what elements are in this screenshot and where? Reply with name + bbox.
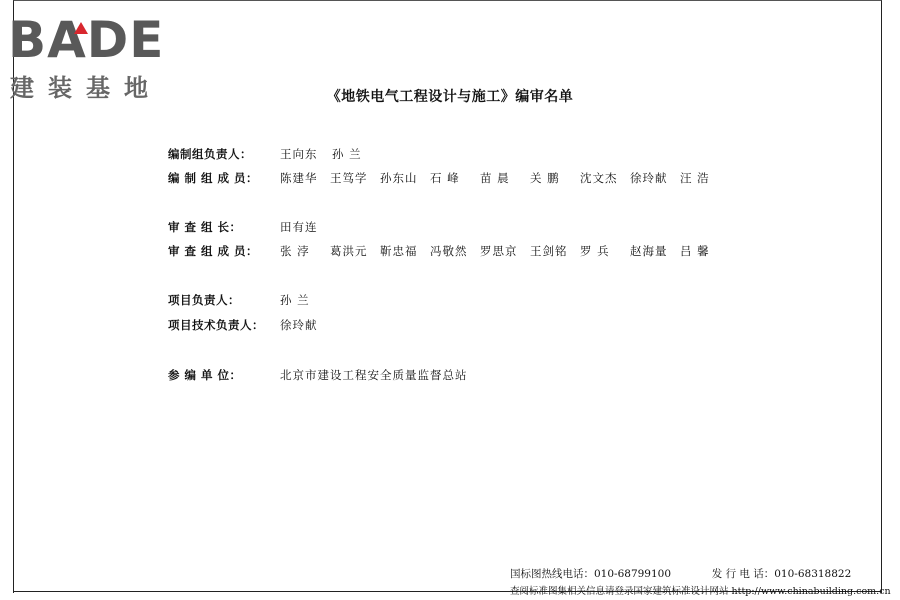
name: 张 浡 [280,244,310,258]
label-participating-unit: 参 编 单 位： [168,368,242,382]
name: 王向东 [280,147,318,161]
logo-brand-text: BADE [8,11,165,69]
unit-name: 北京市建设工程安全质量监督总站 [280,368,468,382]
name: 冯敬然 [430,244,468,258]
names-participating-unit [280,367,468,383]
label-editor-lead: 编制组负责人： [168,147,252,161]
label-tech-lead: 项目技术负责人： [168,318,264,332]
name: 罗 兵 [580,244,610,258]
footer-website-note: 查阅标准图集相关信息请登录国家建筑标准设计网站 http://www.chinabuilding.com.cn [510,586,891,597]
name: 孙东山 [380,171,418,185]
names-editor-members [280,170,730,186]
label-review-lead: 审 查 组 长： [168,220,242,234]
name: 孙 兰 [280,293,310,307]
name: 石 峰 [430,171,460,185]
label-review-members: 审 查 组 成 员： [168,244,259,258]
document-title: 《地铁电气工程设计与施工》编审名单 [326,89,574,105]
names-editor-lead [280,146,384,162]
name: 徐玲献 [280,318,318,332]
name: 靳忠福 [380,244,418,258]
distribution-phone-text: 发 行 电 话：010-68318822 [711,568,852,580]
name: 陈建华 [280,171,318,185]
hotline-text: 国标图热线电话：010-68799100 [510,568,672,580]
name: 关 鹏 [530,171,560,185]
label-project-lead: 项目负责人： [168,293,240,307]
name: 罗思京 [480,244,518,258]
logo-subtitle: 建装基地 [10,74,162,102]
name: 葛洪元 [330,244,368,258]
name: 吕 馨 [680,244,710,258]
names-review-members [280,243,730,259]
name: 孙 兰 [332,147,362,161]
name: 汪 浩 [680,171,710,185]
name: 苗 晨 [480,171,510,185]
names-tech-lead [280,317,340,333]
name: 赵海量 [630,244,668,258]
logo-red-triangle-icon [74,22,88,34]
footer-phones [510,566,851,581]
name: 王剑铭 [530,244,568,258]
name: 徐玲献 [630,171,668,185]
names-review-lead [280,219,340,235]
name: 沈文杰 [580,171,618,185]
name: 田有连 [280,220,318,234]
name: 王笃学 [330,171,368,185]
names-project-lead [280,292,340,308]
label-editor-members: 编 制 组 成 员： [168,171,259,185]
